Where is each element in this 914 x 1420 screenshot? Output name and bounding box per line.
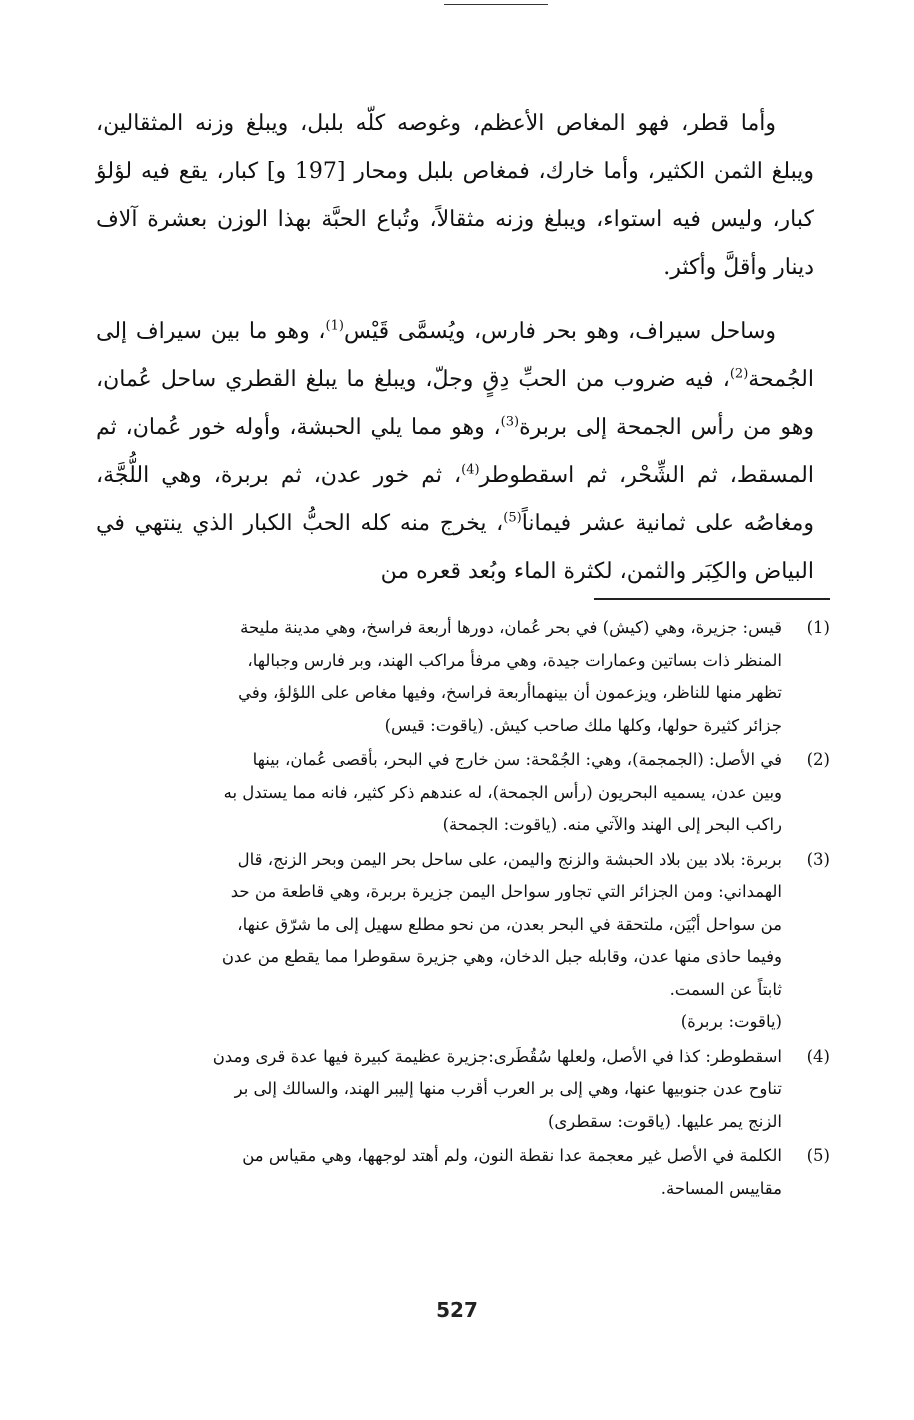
footnote-ref-5[interactable]: (5) — [503, 510, 522, 526]
footnote-line: الزنج يمر عليها. (ياقوت: سقطرى) — [547, 1111, 782, 1131]
footnote-line: راكب البحر إلى الهند والآتي منه. (ياقوت: الجمحة) — [442, 815, 782, 834]
footnote-text — [84, 1041, 782, 1139]
footnote-line: الكلمة في الأصل غير معجمة عدا نقطة النون، ولم أهتد لوجهها، وهي مقياس من — [242, 1146, 782, 1165]
main-text — [96, 100, 814, 596]
footnote-number: (3) — [806, 849, 830, 869]
top-rule — [444, 4, 548, 5]
footnote-line: تناوح عدن جنوبيها عنها، وهي إلى بر العرب أقرب منها إليبر الهند، والسالك إلى بر — [234, 1079, 782, 1098]
text-run: ، وهو ما بين سيراف إلى الجُمحة — [96, 319, 814, 392]
footnote-line: (ياقوت: بربرة) — [680, 1012, 782, 1031]
page-number: 527 — [436, 1298, 478, 1322]
footnote-line: جزائر كثيرة حولها، وكلها ملك صاحب كيش. (ياقوت: قيس) — [384, 715, 782, 735]
paragraph-siraf — [96, 308, 814, 596]
footnote-number: (4) — [806, 1046, 830, 1066]
footnote-ref-3[interactable]: (3) — [500, 414, 520, 430]
text-run: ، فيه ضروب من الحبِّ دِقٍ وجلّ، ويبلغ ما يبلغ القطري ساحل عُمان، وهو من رأس الجمحة إلى بربرة — [96, 367, 814, 440]
footnote-line: وبين عدن، يسميه البحريون (رأس الجمحة)، له عندهم ذكر كثير، فانه مما يستدل به — [223, 782, 782, 802]
footnote-line: ثابتاً عن السمت. — [669, 979, 782, 999]
footnote-line: قيس: جزيرة، وهي (كيش) في بحر عُمان، دورها أربعة فراسخ، وهي مدينة مليحة — [240, 618, 782, 637]
footnote-number: (1) — [806, 618, 830, 637]
footnote-line: اسقطوطر: كذا في الأصل، ولعلها سُقُطَرى:جزيرة عظيمة كبيرة فيها عدة قرى ومدن — [212, 1046, 782, 1066]
footnote-text — [84, 612, 782, 742]
footnote-line: مقاييس المساحة. — [660, 1178, 782, 1198]
text-run: ، وهو مما يلي الحبشة، وأوله خور عُمان، ثم المسقط، ثم الشِّحْر، ثم اسقطوطر — [96, 415, 814, 488]
footnote-line: الهمداني: ومن الجزائر التي تجاور سواحل اليمن جزيرة بربرة، وهي قاطعة من حد — [230, 882, 782, 901]
footnote-text — [84, 744, 782, 842]
footnote-3 — [84, 844, 830, 1039]
footnote-2 — [84, 744, 830, 842]
footnote-ref-4[interactable]: (4) — [461, 462, 480, 478]
footnote-line: تظهر منها للناظر، ويزعمون أن بينهماأربعة فراسخ، وفيها مغاص على اللؤلؤ، وفي — [238, 683, 782, 702]
footnote-line: المنظر ذات بساتين وعمارات جيدة، وهي مرفأ مراكب الهند، وبر فارس وجبالها، — [247, 650, 782, 670]
footnote-5 — [84, 1140, 830, 1205]
footnote-ref-2[interactable]: (2) — [729, 366, 749, 382]
footnote-line: في الأصل: (الجمجمة)، وهي: الجُمْحة: سن خارج في البحر، بأقصى عُمان، بينها — [252, 750, 782, 769]
footnote-number: (5) — [806, 1146, 830, 1165]
footnote-text — [84, 1140, 782, 1205]
footnote-separator — [594, 598, 830, 600]
paragraph-qatar: وأما قطر، فهو المغاص الأعظم، وغوصه كلّه بلبل، ويبلغ وزنه المثقالين، ويبلغ الثمن الكثير، وأما خارك، فمغاص بلبل ومحار [197 و] كبار، يقع فيه لؤلؤ كبار، وليس فيه استواء، ويبلغ وزنه مثقالاً، وتُباع الحبَّة بهذا الوزن بعشرة آلاف دينار وأقلَّ وأكثر. — [96, 111, 815, 280]
text-run: وساحل سيراف، وهو بحر فارس، ويُسمَّى قَيْس — [343, 319, 777, 344]
footnote-4 — [84, 1041, 830, 1139]
text-run: ، يخرج منه كله الحبُّ الكبار الذي ينتهي في البياض والكِبَر والثمن، لكثرة الماء وبُعد قعره من — [96, 511, 814, 584]
footnote-text — [84, 844, 782, 1039]
footnotes — [84, 612, 830, 1207]
footnote-ref-1[interactable]: (1) — [325, 318, 344, 334]
footnote-1 — [84, 612, 830, 742]
footnote-number: (2) — [806, 750, 830, 769]
footnote-line: وفيما حاذى منها عدن، وقابله جبل الدخان، وهي جزيرة سقوطرا مما يقطع من عدن — [221, 947, 782, 966]
footnote-line: من سواحل أبْيَن، ملتحقة في البحر بعدن، من نحو مطلع سهيل إلى ما شرّق عنها، — [237, 914, 782, 934]
text-run: ، ثم خور عدن، ثم بربرة، وهي اللُّجَّة، ومغاصُه على ثمانية عشر فيماناً — [96, 463, 814, 536]
footnote-line: بربرة: بلاد بين بلاد الحبشة والزنج واليمن، على ساحل بحر اليمن وبحر الزنج، قال — [237, 849, 782, 869]
